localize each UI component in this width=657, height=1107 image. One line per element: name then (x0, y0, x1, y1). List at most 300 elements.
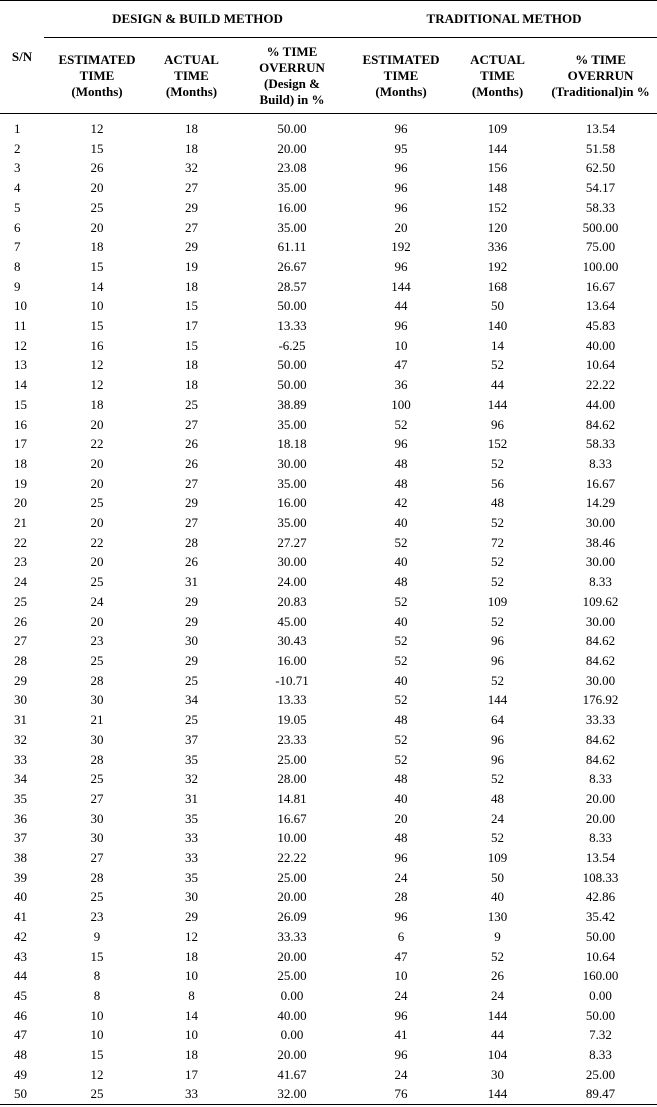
db-overrun-cell: 41.67 (277, 1066, 307, 1082)
db-overrun-cell: 28.57 (277, 278, 307, 294)
db-actual-cell: 17 (185, 318, 198, 334)
db-actual-cell: 12 (185, 928, 198, 944)
sn-cell: 20 (14, 495, 27, 511)
header-line: TIME (79, 67, 115, 83)
tr-actual-cell: 56 (491, 475, 505, 491)
sn-cell: 10 (14, 298, 27, 314)
tr-estimated-cell: 52 (394, 416, 408, 432)
tr-estimated-cell: 96 (394, 160, 408, 176)
table-row (0, 572, 657, 592)
sn-cell: 22 (14, 534, 27, 550)
tr-overrun-cell: 16.67 (585, 475, 616, 491)
header-line: (Months) (71, 83, 123, 99)
tr-actual-cell: 130 (487, 909, 508, 925)
tr-estimated-cell: 144 (391, 278, 411, 294)
sn-cell: 18 (14, 455, 27, 471)
tr-actual-cell: 44 (491, 1027, 505, 1043)
tr-actual-cell: 104 (487, 1047, 508, 1063)
sn-cell: 3 (14, 160, 21, 176)
tr-overrun-cell: 8.33 (589, 1047, 612, 1063)
table-row (0, 828, 657, 848)
tr-estimated-cell: 10 (394, 968, 408, 984)
tr-overrun-cell: 84.62 (585, 633, 616, 649)
sn-cell: 43 (14, 948, 27, 964)
db-overrun-cell: 23.08 (277, 160, 307, 176)
tr-actual-cell: 48 (491, 790, 505, 806)
header-line: (Design & (264, 75, 320, 91)
db-overrun-cell: 0.00 (280, 1027, 304, 1043)
db-actual-cell: 26 (185, 455, 198, 471)
db-overrun-cell: 50.00 (277, 121, 307, 136)
db-actual-cell: 26 (185, 436, 198, 452)
sn-cell: 6 (14, 219, 21, 235)
db-estimated-cell: 28 (90, 869, 104, 885)
db-overrun-cell: 35.00 (277, 180, 307, 196)
db-estimated-cell: 12 (90, 377, 104, 393)
table-row (0, 395, 657, 415)
tr-actual-cell: 144 (487, 396, 508, 412)
db-actual-cell: 29 (185, 593, 198, 609)
sn-cell: 9 (14, 278, 21, 294)
tr-actual-cell: 24 (491, 987, 505, 1003)
tr-actual-cell: 9 (494, 928, 501, 944)
tr-estimated-cell: 10 (394, 337, 408, 353)
sn-cell: 30 (14, 692, 27, 708)
tr-actual-cell: 109 (487, 593, 508, 609)
tr-overrun-cell: 22.22 (585, 377, 616, 393)
sn-cell: 47 (14, 1027, 27, 1043)
db-estimated-cell: 22 (90, 534, 104, 550)
tr-estimated-cell: 96 (394, 199, 408, 215)
db-overrun-cell: 50.00 (277, 357, 307, 373)
tr-overrun-cell: 100.00 (582, 258, 619, 274)
db-overrun-cell: 14.81 (277, 790, 307, 806)
db-overrun-cell: 16.00 (277, 199, 307, 215)
db-overrun-cell: 26.67 (277, 258, 307, 274)
tr-estimated-cell: 42 (394, 495, 408, 511)
db-estimated-cell: 27 (90, 790, 104, 806)
tr-actual-cell: 52 (491, 455, 505, 471)
db-actual-cell: 29 (185, 652, 198, 668)
header-line: % TIME (266, 43, 318, 59)
db-overrun-cell: 18.18 (277, 436, 307, 452)
db-estimated-cell: 15 (90, 1047, 104, 1063)
tr-overrun-cell: 176.92 (582, 692, 619, 708)
db-estimated-cell: 14 (90, 278, 104, 294)
sn-cell: 8 (14, 258, 21, 274)
tr-estimated-cell: 36 (394, 377, 408, 393)
table-row (0, 612, 657, 632)
db-actual-cell: 25 (185, 712, 198, 728)
db-overrun-cell: 25.00 (277, 968, 307, 984)
sn-cell: 23 (14, 554, 27, 570)
tr-overrun-cell: 108.33 (582, 869, 619, 885)
header-line: % TIME (575, 51, 626, 67)
db-estimated-cell: 18 (90, 239, 104, 255)
sn-cell: 24 (14, 574, 27, 590)
db-overrun-cell: 28.00 (277, 771, 307, 787)
db-estimated-cell: 25 (90, 771, 104, 787)
tr-overrun-cell: 8.33 (589, 771, 612, 787)
db-estimated-cell: 10 (90, 1007, 104, 1023)
tr-actual-cell: 144 (487, 1007, 508, 1023)
tr-overrun-cell: 58.33 (585, 436, 616, 452)
header-line: ACTUAL (470, 51, 525, 67)
tr-overrun-cell: 45.83 (585, 318, 616, 334)
tr-actual-cell: 140 (487, 318, 508, 334)
db-overrun-cell: 33.33 (277, 928, 307, 944)
tr-estimated-cell: 24 (394, 1066, 408, 1082)
tr-estimated-cell: 40 (394, 790, 408, 806)
tr-overrun-cell: 30.00 (585, 515, 616, 531)
db-estimated-cell: 23 (90, 633, 104, 649)
db-estimated-cell: 20 (90, 416, 104, 432)
tr-estimated-cell: 44 (394, 298, 408, 314)
db-actual-cell: 29 (185, 909, 198, 925)
header-line: (Months) (471, 83, 524, 99)
sn-cell: 35 (14, 790, 27, 806)
db-actual-cell: 27 (185, 219, 198, 235)
db-estimated-cell: 15 (90, 948, 104, 964)
tr-estimated-cell: 40 (394, 515, 408, 531)
db-overrun-cell: 35.00 (277, 475, 307, 491)
sn-cell: 16 (14, 416, 27, 432)
tr-overrun-cell: 30.00 (585, 613, 616, 629)
design-build-group-header: DESIGN & BUILD METHOD (44, 1, 351, 38)
db-overrun-cell: 22.22 (277, 850, 307, 866)
tr-actual-cell: 96 (491, 652, 505, 668)
table-row (0, 927, 657, 947)
tr-overrun-cell: 10.64 (585, 948, 616, 964)
sn-cell: 13 (14, 357, 27, 373)
tr-overrun-cell: 8.33 (589, 830, 612, 846)
db-estimated-header (44, 38, 150, 114)
db-estimated-cell: 20 (90, 455, 104, 471)
sn-cell: 38 (14, 850, 27, 866)
table-row (0, 1025, 657, 1045)
group-header-row (0, 1, 657, 38)
sn-cell: 4 (14, 180, 21, 196)
sn-cell: 36 (14, 810, 27, 826)
db-overrun-cell: 20.00 (277, 140, 307, 156)
db-estimated-cell: 20 (90, 475, 104, 491)
tr-estimated-cell: 52 (394, 652, 408, 668)
sn-cell: 25 (14, 593, 27, 609)
db-estimated-cell: 15 (90, 318, 104, 334)
tr-estimated-cell: 40 (394, 554, 408, 570)
sn-cell: 41 (14, 909, 27, 925)
db-estimated-cell: 24 (90, 593, 104, 609)
tr-overrun-cell: 8.33 (589, 455, 612, 471)
tr-actual-cell: 14 (491, 337, 505, 353)
table-row (0, 887, 657, 907)
db-overrun-cell: 61.11 (277, 239, 307, 255)
table-row (0, 730, 657, 750)
tr-actual-cell: 26 (491, 968, 505, 984)
db-actual-cell: 10 (185, 968, 198, 984)
table-row (0, 139, 657, 159)
tr-overrun-cell: 20.00 (585, 790, 616, 806)
db-overrun-cell: 16.67 (277, 810, 307, 826)
tr-actual-cell: 109 (487, 121, 508, 136)
tr-actual-cell: 144 (487, 692, 508, 708)
db-actual-cell: 18 (185, 140, 198, 156)
db-overrun-cell: 13.33 (277, 318, 307, 334)
db-estimated-cell: 30 (90, 731, 104, 747)
table-row (0, 986, 657, 1006)
tr-estimated-cell: 96 (394, 436, 408, 452)
db-estimated-cell: 25 (90, 889, 104, 905)
db-actual-cell: 31 (185, 574, 198, 590)
db-estimated-cell: 26 (90, 160, 104, 176)
db-estimated-cell: 22 (90, 436, 104, 452)
tr-actual-cell: 30 (491, 1066, 505, 1082)
traditional-group-header: TRADITIONAL METHOD (351, 1, 657, 38)
table-row (0, 336, 657, 356)
db-overrun-cell: 0.00 (280, 987, 304, 1003)
table-row (0, 750, 657, 770)
db-actual-cell: 18 (185, 121, 198, 136)
tr-overrun-cell: 75.00 (585, 239, 616, 255)
db-overrun-cell: 50.00 (277, 377, 307, 393)
db-actual-cell: 29 (185, 239, 198, 255)
table-row (0, 947, 657, 967)
db-estimated-cell: 10 (90, 1027, 104, 1043)
table-row (0, 375, 657, 395)
header-line: (Months) (375, 83, 427, 99)
tr-overrun-cell: 25.00 (585, 1066, 616, 1082)
db-actual-cell: 17 (185, 1066, 198, 1082)
sn-cell: 19 (14, 475, 27, 491)
header-line: (Traditional)in % (551, 83, 650, 99)
tr-actual-cell: 148 (487, 180, 508, 196)
db-actual-cell: 27 (185, 416, 198, 432)
db-overrun-cell: -6.25 (278, 337, 306, 353)
db-overrun-cell: 50.00 (277, 298, 307, 314)
tr-overrun-cell: 58.33 (585, 199, 616, 215)
db-actual-cell: 14 (185, 1007, 198, 1023)
db-actual-cell: 25 (185, 672, 198, 688)
db-estimated-cell: 16 (90, 337, 104, 353)
tr-estimated-cell: 52 (394, 593, 408, 609)
tr-estimated-cell: 47 (394, 948, 408, 964)
db-actual-cell: 18 (185, 357, 198, 373)
tr-overrun-cell: 13.64 (585, 298, 616, 314)
table-row (0, 1084, 657, 1104)
db-estimated-cell: 28 (90, 672, 104, 688)
tr-estimated-cell: 52 (394, 633, 408, 649)
tr-overrun-cell: 30.00 (585, 554, 616, 570)
db-actual-cell: 33 (150, 1084, 233, 1104)
tr-estimated-cell: 24 (394, 869, 408, 885)
db-actual-cell: 25 (185, 396, 198, 412)
table-row (0, 966, 657, 986)
tr-overrun-cell: 8.33 (589, 574, 612, 590)
db-overrun-cell: 35.00 (277, 219, 307, 235)
sn-cell: 17 (14, 436, 27, 452)
tr-overrun-cell: 84.62 (585, 751, 616, 767)
tr-estimated-cell: 48 (394, 712, 408, 728)
db-overrun-cell: 32.00 (233, 1084, 351, 1104)
tr-estimated-cell: 95 (394, 140, 408, 156)
table-row (0, 769, 657, 789)
db-actual-cell: 18 (185, 278, 198, 294)
db-actual-cell: 35 (185, 751, 198, 767)
tr-overrun-cell: 500.00 (582, 219, 619, 235)
tr-estimated-cell: 100 (391, 396, 411, 412)
tr-overrun-cell: 51.58 (585, 140, 616, 156)
db-overrun-cell: 30.00 (277, 554, 307, 570)
tr-actual-cell: 52 (491, 574, 505, 590)
table-row (0, 1006, 657, 1026)
header-line: ESTIMATED (58, 51, 136, 67)
tr-overrun-cell: 13.54 (585, 850, 616, 866)
sn-cell: 39 (14, 869, 27, 885)
db-overrun-cell: 25.00 (277, 751, 307, 767)
tr-actual-cell: 40 (491, 889, 505, 905)
table-row (0, 651, 657, 671)
db-estimated-cell: 20 (90, 554, 104, 570)
tr-overrun-cell: 50.00 (585, 928, 616, 944)
sn-cell: 2 (14, 140, 21, 156)
db-actual-cell: 32 (185, 771, 198, 787)
db-overrun-cell: 38.89 (277, 396, 307, 412)
tr-estimated-cell: 96 (394, 180, 408, 196)
tr-actual-cell: 336 (487, 239, 508, 255)
tr-estimated-cell: 48 (394, 771, 408, 787)
db-actual-cell: 19 (185, 258, 198, 274)
tr-actual-cell: 192 (487, 258, 508, 274)
db-actual-cell: 28 (185, 534, 198, 550)
tr-estimated-cell: 52 (394, 751, 408, 767)
tr-estimated-cell: 96 (394, 909, 408, 925)
tr-estimated-cell: 96 (394, 121, 408, 136)
sn-cell: 21 (14, 515, 27, 531)
tr-actual-cell: 44 (491, 377, 505, 393)
tr-estimated-cell: 52 (394, 731, 408, 747)
tr-actual-cell: 52 (491, 830, 505, 846)
header-line: ESTIMATED (362, 51, 440, 67)
table-row (0, 415, 657, 435)
tr-estimated-cell: 40 (394, 613, 408, 629)
db-overrun-cell: 16.00 (277, 652, 307, 668)
sn-cell: 40 (14, 889, 27, 905)
db-overrun-cell: 40.00 (277, 1007, 307, 1023)
table-row (0, 218, 657, 238)
db-overrun-cell: 26.09 (277, 909, 307, 925)
tr-actual-cell: 72 (491, 534, 505, 550)
tr-overrun-cell: 160.00 (582, 968, 619, 984)
table-row (0, 119, 657, 139)
table-row (0, 789, 657, 809)
tr-actual-cell: 64 (491, 712, 505, 728)
db-overrun-cell: 16.00 (277, 495, 307, 511)
tr-actual-cell: 52 (491, 515, 505, 531)
sn-cell: 46 (14, 1007, 27, 1023)
tr-actual-cell: 52 (491, 948, 505, 964)
sn-cell: 49 (14, 1066, 27, 1082)
table-row (0, 257, 657, 277)
tr-overrun-cell: 38.46 (585, 534, 616, 550)
tr-estimated-cell: 48 (394, 455, 408, 471)
db-estimated-cell: 25 (44, 1084, 150, 1104)
tr-estimated-cell: 28 (394, 889, 408, 905)
db-actual-cell: 33 (185, 830, 198, 846)
db-estimated-cell: 9 (93, 928, 101, 944)
tr-overrun-cell: 33.33 (585, 712, 616, 728)
db-estimated-cell: 20 (90, 219, 104, 235)
tr-actual-cell: 120 (487, 219, 508, 235)
db-estimated-cell: 25 (90, 652, 104, 668)
table-body (0, 114, 657, 1105)
sn-cell: 31 (14, 712, 27, 728)
sn-cell: 48 (14, 1047, 27, 1063)
table-row (0, 907, 657, 927)
tr-actual-cell: 52 (491, 554, 505, 570)
table-row (0, 178, 657, 198)
db-actual-cell: 30 (185, 633, 198, 649)
tr-estimated-cell: 96 (394, 850, 408, 866)
table-row (0, 316, 657, 336)
db-overrun-cell: 35.00 (277, 416, 307, 432)
sn-cell: 33 (14, 751, 27, 767)
db-overrun-cell: 13.33 (277, 692, 307, 708)
db-overrun-cell: 19.05 (277, 712, 307, 728)
table-row (0, 710, 657, 730)
tr-overrun-cell: 89.47 (544, 1084, 657, 1104)
table-row (0, 809, 657, 829)
tr-actual-cell: 52 (491, 357, 505, 373)
tr-estimated-cell: 47 (394, 357, 408, 373)
sn-cell: 50 (0, 1084, 44, 1104)
tr-estimated-header (351, 38, 451, 114)
tr-actual-cell: 96 (491, 731, 505, 747)
header-line: TIME (174, 67, 209, 83)
db-estimated-cell: 8 (93, 987, 101, 1003)
tr-estimated-cell: 52 (394, 692, 408, 708)
header-line: TIME (383, 67, 419, 83)
db-estimated-cell: 25 (90, 495, 104, 511)
tr-overrun-cell: 7.32 (589, 1027, 612, 1043)
db-estimated-cell: 12 (90, 1066, 104, 1082)
tr-overrun-cell: 109.62 (582, 593, 619, 609)
table-row (0, 533, 657, 553)
sn-cell: 34 (14, 771, 27, 787)
table-row (0, 158, 657, 178)
db-estimated-cell: 8 (93, 968, 101, 984)
db-actual-cell: 34 (185, 692, 198, 708)
tr-estimated-cell: 20 (394, 219, 408, 235)
tr-estimated-cell: 48 (394, 475, 408, 491)
db-overrun-cell: 45.00 (277, 613, 307, 629)
tr-overrun-cell: 44.00 (585, 396, 616, 412)
sn-header: S/N (0, 1, 44, 114)
sn-cell: 28 (14, 652, 27, 668)
table-row (0, 355, 657, 375)
sn-cell: 45 (14, 987, 27, 1003)
tr-estimated-cell: 48 (394, 830, 408, 846)
tr-actual-cell: 144 (487, 140, 508, 156)
sn-cell: 12 (14, 337, 27, 353)
header-line: Build) in % (259, 91, 325, 107)
sn-cell: 37 (14, 830, 27, 846)
db-actual-cell: 29 (185, 199, 198, 215)
table-row (0, 671, 657, 691)
tr-overrun-cell: 62.50 (585, 160, 616, 176)
sn-cell: 15 (14, 396, 27, 412)
tr-actual-cell: 152 (487, 199, 508, 215)
db-actual-cell: 29 (185, 495, 198, 511)
